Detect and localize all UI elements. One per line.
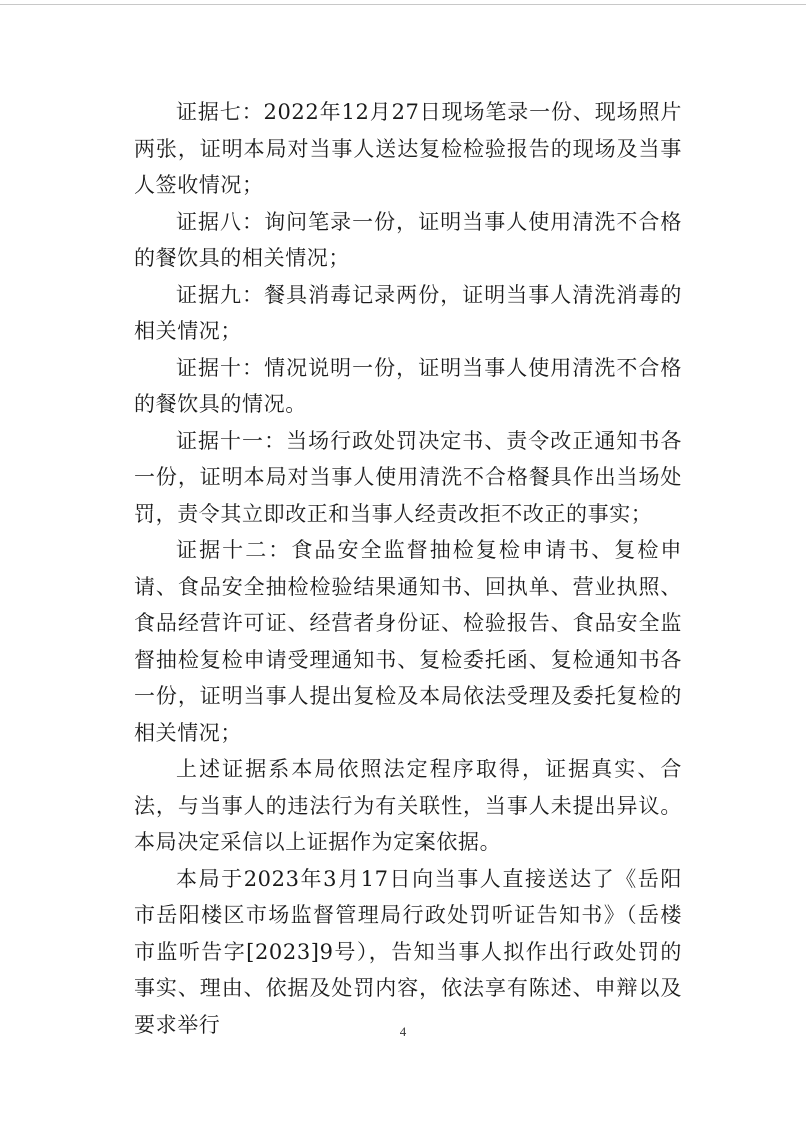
paragraph-evidence-9: 证据九：餐具消毒记录两份，证明当事人清洗消毒的相关情况； [134, 282, 682, 343]
page-number: 4 [399, 1024, 407, 1039]
paragraph-evidence-7: 证据七：2022年12月27日现场笔录一份、现场照片两张，证明本局对当事人送达复检检验报告的现场及当事人签收情况； [134, 100, 682, 197]
paragraph-evidence-11: 证据十一：当场行政处罚决定书、责令改正通知书各一份，证明本局对当事人使用清洗不合格餐具作出当场处罚，责令其立即改正和当事人经责改拒不改正的事实； [134, 428, 682, 526]
paragraph-evidence-summary: 上述证据系本局依照法定程序取得，证据真实、合法，与当事人的违法行为有关联性，当事人未提出异议。本局决定采信以上证据作为定案依据。 [134, 757, 682, 854]
paragraph-hearing-notice: 本局于2023年3月17日向当事人直接送达了《岳阳市岳阳楼区市场监督管理局行政处罚听证告知书》（岳楼市监听告字[2023]9号），告知当事人拟作出行政处罚的事实、理由、依据及处罚内容，依法享有陈述、申辩以及要求举行 [134, 866, 682, 1037]
scan-edge-line [0, 4, 806, 5]
paragraph-evidence-8: 证据八：询问笔录一份，证明当事人使用清洗不合格的餐饮具的相关情况； [134, 209, 682, 270]
paragraph-evidence-12: 证据十二：食品安全监督抽检复检申请书、复检申请、食品安全抽检检验结果通知书、回执单、营业执照、食品经营许可证、经营者身份证、检验报告、食品安全监督抽检复检申请受理通知书、复检委托函、复检通知书各一份，证明当事人提出复检及本局依法受理及委托复检的相关情况； [134, 538, 682, 745]
document-body [134, 94, 682, 1043]
paragraph-evidence-10: 证据十：情况说明一份，证明当事人使用清洗不合格的餐饮具的情况。 [134, 355, 682, 416]
